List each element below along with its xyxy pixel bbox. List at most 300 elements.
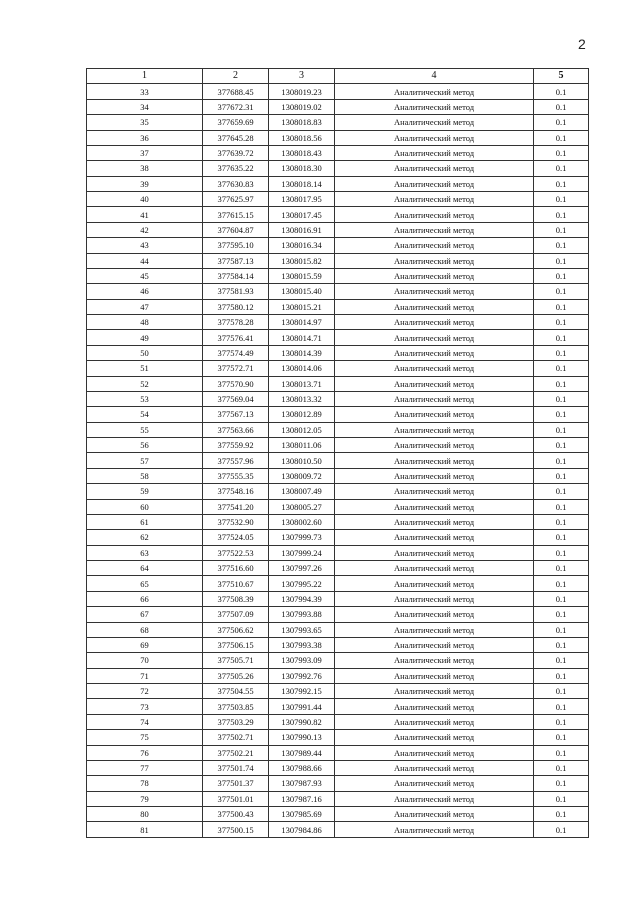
cell-point-number: 74 bbox=[87, 714, 203, 729]
cell-point-number: 62 bbox=[87, 530, 203, 545]
table-row bbox=[87, 391, 589, 406]
cell-accuracy: 0.1 bbox=[534, 238, 589, 253]
cell-accuracy: 0.1 bbox=[534, 145, 589, 160]
cell-y-coordinate: 1307987.16 bbox=[269, 791, 335, 806]
cell-y-coordinate: 1307997.26 bbox=[269, 561, 335, 576]
cell-point-number: 78 bbox=[87, 776, 203, 791]
table-row bbox=[87, 684, 589, 699]
table-row bbox=[87, 776, 589, 791]
cell-x-coordinate: 377507.09 bbox=[203, 607, 269, 622]
cell-point-number: 41 bbox=[87, 207, 203, 222]
cell-point-number: 51 bbox=[87, 361, 203, 376]
cell-point-number: 59 bbox=[87, 484, 203, 499]
cell-accuracy: 0.1 bbox=[534, 453, 589, 468]
cell-method: Аналитический метод bbox=[335, 545, 534, 560]
cell-accuracy: 0.1 bbox=[534, 99, 589, 114]
cell-point-number: 50 bbox=[87, 345, 203, 360]
cell-accuracy: 0.1 bbox=[534, 668, 589, 683]
cell-method: Аналитический метод bbox=[335, 284, 534, 299]
cell-x-coordinate: 377587.13 bbox=[203, 253, 269, 268]
cell-accuracy: 0.1 bbox=[534, 653, 589, 668]
cell-x-coordinate: 377578.28 bbox=[203, 315, 269, 330]
table-row bbox=[87, 407, 589, 422]
table-row bbox=[87, 576, 589, 591]
cell-method: Аналитический метод bbox=[335, 653, 534, 668]
cell-x-coordinate: 377630.83 bbox=[203, 176, 269, 191]
cell-point-number: 81 bbox=[87, 822, 203, 837]
table-row bbox=[87, 514, 589, 529]
cell-y-coordinate: 1307984.86 bbox=[269, 822, 335, 837]
cell-method: Аналитический метод bbox=[335, 145, 534, 160]
cell-method: Аналитический метод bbox=[335, 714, 534, 729]
cell-y-coordinate: 1308018.30 bbox=[269, 161, 335, 176]
cell-y-coordinate: 1307993.88 bbox=[269, 607, 335, 622]
cell-accuracy: 0.1 bbox=[534, 499, 589, 514]
table-row bbox=[87, 484, 589, 499]
cell-method: Аналитический метод bbox=[335, 361, 534, 376]
cell-accuracy: 0.1 bbox=[534, 561, 589, 576]
table-row bbox=[87, 315, 589, 330]
cell-x-coordinate: 377625.97 bbox=[203, 192, 269, 207]
cell-y-coordinate: 1307995.22 bbox=[269, 576, 335, 591]
cell-x-coordinate: 377559.92 bbox=[203, 438, 269, 453]
cell-point-number: 80 bbox=[87, 807, 203, 822]
table-row bbox=[87, 207, 589, 222]
cell-accuracy: 0.1 bbox=[534, 607, 589, 622]
cell-x-coordinate: 377505.71 bbox=[203, 653, 269, 668]
table-row bbox=[87, 468, 589, 483]
cell-y-coordinate: 1308014.97 bbox=[269, 315, 335, 330]
cell-method: Аналитический метод bbox=[335, 637, 534, 652]
cell-accuracy: 0.1 bbox=[534, 299, 589, 314]
cell-y-coordinate: 1308018.43 bbox=[269, 145, 335, 160]
cell-x-coordinate: 377576.41 bbox=[203, 330, 269, 345]
cell-x-coordinate: 377672.31 bbox=[203, 99, 269, 114]
cell-point-number: 48 bbox=[87, 315, 203, 330]
cell-y-coordinate: 1308018.14 bbox=[269, 176, 335, 191]
cell-accuracy: 0.1 bbox=[534, 207, 589, 222]
cell-x-coordinate: 377503.29 bbox=[203, 714, 269, 729]
cell-accuracy: 0.1 bbox=[534, 822, 589, 837]
cell-accuracy: 0.1 bbox=[534, 684, 589, 699]
cell-point-number: 61 bbox=[87, 514, 203, 529]
cell-y-coordinate: 1307991.44 bbox=[269, 699, 335, 714]
cell-point-number: 38 bbox=[87, 161, 203, 176]
cell-accuracy: 0.1 bbox=[534, 407, 589, 422]
cell-x-coordinate: 377567.13 bbox=[203, 407, 269, 422]
cell-method: Аналитический метод bbox=[335, 791, 534, 806]
cell-y-coordinate: 1308011.06 bbox=[269, 438, 335, 453]
table-row bbox=[87, 791, 589, 806]
cell-y-coordinate: 1308012.05 bbox=[269, 422, 335, 437]
cell-y-coordinate: 1308014.39 bbox=[269, 345, 335, 360]
cell-accuracy: 0.1 bbox=[534, 176, 589, 191]
cell-x-coordinate: 377503.85 bbox=[203, 699, 269, 714]
cell-method: Аналитический метод bbox=[335, 576, 534, 591]
table-row bbox=[87, 637, 589, 652]
cell-x-coordinate: 377502.71 bbox=[203, 730, 269, 745]
table-row bbox=[87, 591, 589, 606]
table-row bbox=[87, 284, 589, 299]
cell-y-coordinate: 1307987.93 bbox=[269, 776, 335, 791]
column-header-y: 3 bbox=[269, 69, 335, 84]
cell-method: Аналитический метод bbox=[335, 668, 534, 683]
cell-point-number: 66 bbox=[87, 591, 203, 606]
cell-point-number: 64 bbox=[87, 561, 203, 576]
cell-accuracy: 0.1 bbox=[534, 192, 589, 207]
cell-x-coordinate: 377524.05 bbox=[203, 530, 269, 545]
cell-point-number: 37 bbox=[87, 145, 203, 160]
table-row bbox=[87, 822, 589, 837]
cell-accuracy: 0.1 bbox=[534, 222, 589, 237]
cell-method: Аналитический метод bbox=[335, 345, 534, 360]
cell-y-coordinate: 1307999.73 bbox=[269, 530, 335, 545]
table-row bbox=[87, 299, 589, 314]
cell-accuracy: 0.1 bbox=[534, 330, 589, 345]
cell-y-coordinate: 1308019.02 bbox=[269, 99, 335, 114]
cell-point-number: 70 bbox=[87, 653, 203, 668]
cell-accuracy: 0.1 bbox=[534, 115, 589, 130]
cell-accuracy: 0.1 bbox=[534, 730, 589, 745]
cell-accuracy: 0.1 bbox=[534, 776, 589, 791]
cell-method: Аналитический метод bbox=[335, 468, 534, 483]
cell-y-coordinate: 1308015.40 bbox=[269, 284, 335, 299]
cell-x-coordinate: 377501.37 bbox=[203, 776, 269, 791]
cell-x-coordinate: 377615.15 bbox=[203, 207, 269, 222]
cell-accuracy: 0.1 bbox=[534, 807, 589, 822]
cell-method: Аналитический метод bbox=[335, 591, 534, 606]
cell-point-number: 46 bbox=[87, 284, 203, 299]
cell-method: Аналитический метод bbox=[335, 238, 534, 253]
cell-y-coordinate: 1307988.66 bbox=[269, 760, 335, 775]
table-row bbox=[87, 268, 589, 283]
cell-accuracy: 0.1 bbox=[534, 345, 589, 360]
cell-accuracy: 0.1 bbox=[534, 545, 589, 560]
cell-method: Аналитический метод bbox=[335, 407, 534, 422]
cell-method: Аналитический метод bbox=[335, 84, 534, 99]
cell-y-coordinate: 1308009.72 bbox=[269, 468, 335, 483]
table-row bbox=[87, 253, 589, 268]
cell-x-coordinate: 377584.14 bbox=[203, 268, 269, 283]
cell-y-coordinate: 1307999.24 bbox=[269, 545, 335, 560]
table-row bbox=[87, 192, 589, 207]
cell-y-coordinate: 1308018.83 bbox=[269, 115, 335, 130]
cell-point-number: 63 bbox=[87, 545, 203, 560]
cell-method: Аналитический метод bbox=[335, 760, 534, 775]
cell-accuracy: 0.1 bbox=[534, 284, 589, 299]
cell-y-coordinate: 1307985.69 bbox=[269, 807, 335, 822]
cell-x-coordinate: 377506.15 bbox=[203, 637, 269, 652]
table-row bbox=[87, 714, 589, 729]
cell-method: Аналитический метод bbox=[335, 699, 534, 714]
cell-x-coordinate: 377501.01 bbox=[203, 791, 269, 806]
table-row bbox=[87, 530, 589, 545]
cell-x-coordinate: 377572.71 bbox=[203, 361, 269, 376]
cell-point-number: 42 bbox=[87, 222, 203, 237]
cell-x-coordinate: 377532.90 bbox=[203, 514, 269, 529]
cell-x-coordinate: 377688.45 bbox=[203, 84, 269, 99]
table-row bbox=[87, 561, 589, 576]
table-row bbox=[87, 699, 589, 714]
table-row bbox=[87, 176, 589, 191]
cell-x-coordinate: 377635.22 bbox=[203, 161, 269, 176]
cell-point-number: 35 bbox=[87, 115, 203, 130]
cell-x-coordinate: 377659.69 bbox=[203, 115, 269, 130]
table-row bbox=[87, 330, 589, 345]
table-row bbox=[87, 130, 589, 145]
cell-point-number: 76 bbox=[87, 745, 203, 760]
table-row bbox=[87, 145, 589, 160]
cell-point-number: 55 bbox=[87, 422, 203, 437]
cell-point-number: 75 bbox=[87, 730, 203, 745]
cell-point-number: 57 bbox=[87, 453, 203, 468]
cell-x-coordinate: 377541.20 bbox=[203, 499, 269, 514]
cell-point-number: 36 bbox=[87, 130, 203, 145]
cell-method: Аналитический метод bbox=[335, 299, 534, 314]
table-row bbox=[87, 545, 589, 560]
cell-point-number: 49 bbox=[87, 330, 203, 345]
cell-x-coordinate: 377581.93 bbox=[203, 284, 269, 299]
cell-x-coordinate: 377548.16 bbox=[203, 484, 269, 499]
cell-accuracy: 0.1 bbox=[534, 637, 589, 652]
cell-method: Аналитический метод bbox=[335, 484, 534, 499]
page-number: 2 bbox=[578, 36, 586, 52]
table-row bbox=[87, 653, 589, 668]
table-row bbox=[87, 668, 589, 683]
cell-point-number: 68 bbox=[87, 622, 203, 637]
cell-x-coordinate: 377639.72 bbox=[203, 145, 269, 160]
cell-point-number: 56 bbox=[87, 438, 203, 453]
cell-y-coordinate: 1307993.09 bbox=[269, 653, 335, 668]
table-row bbox=[87, 730, 589, 745]
cell-method: Аналитический метод bbox=[335, 391, 534, 406]
cell-x-coordinate: 377500.43 bbox=[203, 807, 269, 822]
cell-point-number: 77 bbox=[87, 760, 203, 775]
cell-accuracy: 0.1 bbox=[534, 791, 589, 806]
cell-method: Аналитический метод bbox=[335, 253, 534, 268]
cell-accuracy: 0.1 bbox=[534, 468, 589, 483]
cell-method: Аналитический метод bbox=[335, 115, 534, 130]
column-header-x: 2 bbox=[203, 69, 269, 84]
cell-y-coordinate: 1307990.82 bbox=[269, 714, 335, 729]
cell-x-coordinate: 377500.15 bbox=[203, 822, 269, 837]
cell-accuracy: 0.1 bbox=[534, 622, 589, 637]
cell-method: Аналитический метод bbox=[335, 315, 534, 330]
table-row bbox=[87, 345, 589, 360]
cell-accuracy: 0.1 bbox=[534, 361, 589, 376]
table-row bbox=[87, 499, 589, 514]
cell-accuracy: 0.1 bbox=[534, 376, 589, 391]
cell-y-coordinate: 1308018.56 bbox=[269, 130, 335, 145]
cell-method: Аналитический метод bbox=[335, 207, 534, 222]
cell-y-coordinate: 1307993.65 bbox=[269, 622, 335, 637]
cell-accuracy: 0.1 bbox=[534, 714, 589, 729]
table-row bbox=[87, 238, 589, 253]
cell-x-coordinate: 377516.60 bbox=[203, 561, 269, 576]
cell-x-coordinate: 377595.10 bbox=[203, 238, 269, 253]
table-body bbox=[87, 84, 589, 837]
cell-method: Аналитический метод bbox=[335, 530, 534, 545]
cell-accuracy: 0.1 bbox=[534, 438, 589, 453]
cell-x-coordinate: 377504.55 bbox=[203, 684, 269, 699]
cell-point-number: 43 bbox=[87, 238, 203, 253]
cell-method: Аналитический метод bbox=[335, 330, 534, 345]
cell-x-coordinate: 377570.90 bbox=[203, 376, 269, 391]
cell-x-coordinate: 377574.49 bbox=[203, 345, 269, 360]
cell-method: Аналитический метод bbox=[335, 822, 534, 837]
cell-point-number: 33 bbox=[87, 84, 203, 99]
table-row bbox=[87, 438, 589, 453]
cell-accuracy: 0.1 bbox=[534, 130, 589, 145]
cell-x-coordinate: 377506.62 bbox=[203, 622, 269, 637]
cell-x-coordinate: 377563.66 bbox=[203, 422, 269, 437]
cell-point-number: 67 bbox=[87, 607, 203, 622]
cell-x-coordinate: 377522.53 bbox=[203, 545, 269, 560]
cell-method: Аналитический метод bbox=[335, 745, 534, 760]
cell-method: Аналитический метод bbox=[335, 684, 534, 699]
cell-method: Аналитический метод bbox=[335, 453, 534, 468]
cell-x-coordinate: 377502.21 bbox=[203, 745, 269, 760]
cell-y-coordinate: 1307990.13 bbox=[269, 730, 335, 745]
cell-point-number: 40 bbox=[87, 192, 203, 207]
cell-x-coordinate: 377508.39 bbox=[203, 591, 269, 606]
cell-y-coordinate: 1308013.32 bbox=[269, 391, 335, 406]
cell-method: Аналитический метод bbox=[335, 730, 534, 745]
cell-y-coordinate: 1308002.60 bbox=[269, 514, 335, 529]
cell-point-number: 60 bbox=[87, 499, 203, 514]
cell-y-coordinate: 1308015.82 bbox=[269, 253, 335, 268]
cell-y-coordinate: 1307992.15 bbox=[269, 684, 335, 699]
cell-method: Аналитический метод bbox=[335, 222, 534, 237]
cell-x-coordinate: 377501.74 bbox=[203, 760, 269, 775]
cell-y-coordinate: 1308015.21 bbox=[269, 299, 335, 314]
cell-y-coordinate: 1308015.59 bbox=[269, 268, 335, 283]
table-row bbox=[87, 361, 589, 376]
cell-point-number: 45 bbox=[87, 268, 203, 283]
cell-method: Аналитический метод bbox=[335, 99, 534, 114]
table-row bbox=[87, 622, 589, 637]
cell-accuracy: 0.1 bbox=[534, 84, 589, 99]
cell-y-coordinate: 1308010.50 bbox=[269, 453, 335, 468]
cell-method: Аналитический метод bbox=[335, 607, 534, 622]
cell-point-number: 39 bbox=[87, 176, 203, 191]
cell-accuracy: 0.1 bbox=[534, 699, 589, 714]
cell-accuracy: 0.1 bbox=[534, 268, 589, 283]
column-header-method: 4 bbox=[335, 69, 534, 84]
table-row bbox=[87, 422, 589, 437]
cell-point-number: 72 bbox=[87, 684, 203, 699]
table-row bbox=[87, 84, 589, 99]
cell-x-coordinate: 377645.28 bbox=[203, 130, 269, 145]
table-header-row bbox=[87, 69, 589, 84]
cell-accuracy: 0.1 bbox=[534, 484, 589, 499]
table-row bbox=[87, 807, 589, 822]
cell-x-coordinate: 377505.26 bbox=[203, 668, 269, 683]
table-row bbox=[87, 99, 589, 114]
cell-point-number: 58 bbox=[87, 468, 203, 483]
cell-x-coordinate: 377580.12 bbox=[203, 299, 269, 314]
cell-method: Аналитический метод bbox=[335, 268, 534, 283]
cell-point-number: 47 bbox=[87, 299, 203, 314]
cell-accuracy: 0.1 bbox=[534, 391, 589, 406]
cell-point-number: 65 bbox=[87, 576, 203, 591]
cell-y-coordinate: 1308014.06 bbox=[269, 361, 335, 376]
cell-point-number: 73 bbox=[87, 699, 203, 714]
cell-y-coordinate: 1307992.76 bbox=[269, 668, 335, 683]
cell-method: Аналитический метод bbox=[335, 192, 534, 207]
column-header-accuracy: 5 bbox=[534, 69, 589, 84]
coordinates-table bbox=[86, 68, 589, 838]
cell-accuracy: 0.1 bbox=[534, 760, 589, 775]
cell-accuracy: 0.1 bbox=[534, 530, 589, 545]
cell-accuracy: 0.1 bbox=[534, 253, 589, 268]
cell-y-coordinate: 1307994.39 bbox=[269, 591, 335, 606]
cell-accuracy: 0.1 bbox=[534, 315, 589, 330]
table-row bbox=[87, 745, 589, 760]
cell-point-number: 52 bbox=[87, 376, 203, 391]
cell-accuracy: 0.1 bbox=[534, 576, 589, 591]
cell-y-coordinate: 1308014.71 bbox=[269, 330, 335, 345]
cell-point-number: 53 bbox=[87, 391, 203, 406]
table-row bbox=[87, 453, 589, 468]
table-row bbox=[87, 760, 589, 775]
cell-method: Аналитический метод bbox=[335, 807, 534, 822]
cell-point-number: 69 bbox=[87, 637, 203, 652]
table-row bbox=[87, 376, 589, 391]
cell-y-coordinate: 1308005.27 bbox=[269, 499, 335, 514]
cell-accuracy: 0.1 bbox=[534, 591, 589, 606]
cell-method: Аналитический метод bbox=[335, 130, 534, 145]
cell-x-coordinate: 377555.35 bbox=[203, 468, 269, 483]
cell-y-coordinate: 1308019.23 bbox=[269, 84, 335, 99]
cell-y-coordinate: 1308016.34 bbox=[269, 238, 335, 253]
cell-x-coordinate: 377569.04 bbox=[203, 391, 269, 406]
cell-point-number: 44 bbox=[87, 253, 203, 268]
cell-y-coordinate: 1307989.44 bbox=[269, 745, 335, 760]
cell-method: Аналитический метод bbox=[335, 438, 534, 453]
cell-method: Аналитический метод bbox=[335, 622, 534, 637]
cell-method: Аналитический метод bbox=[335, 499, 534, 514]
cell-y-coordinate: 1308013.71 bbox=[269, 376, 335, 391]
cell-x-coordinate: 377510.67 bbox=[203, 576, 269, 591]
cell-accuracy: 0.1 bbox=[534, 422, 589, 437]
table-row bbox=[87, 222, 589, 237]
cell-method: Аналитический метод bbox=[335, 161, 534, 176]
cell-point-number: 34 bbox=[87, 99, 203, 114]
cell-point-number: 54 bbox=[87, 407, 203, 422]
cell-method: Аналитический метод bbox=[335, 776, 534, 791]
table-row bbox=[87, 115, 589, 130]
cell-accuracy: 0.1 bbox=[534, 161, 589, 176]
cell-x-coordinate: 377557.96 bbox=[203, 453, 269, 468]
cell-point-number: 71 bbox=[87, 668, 203, 683]
table-row bbox=[87, 607, 589, 622]
cell-y-coordinate: 1308016.91 bbox=[269, 222, 335, 237]
cell-y-coordinate: 1308017.95 bbox=[269, 192, 335, 207]
cell-y-coordinate: 1307993.38 bbox=[269, 637, 335, 652]
cell-point-number: 79 bbox=[87, 791, 203, 806]
cell-method: Аналитический метод bbox=[335, 514, 534, 529]
cell-method: Аналитический метод bbox=[335, 422, 534, 437]
cell-y-coordinate: 1308007.49 bbox=[269, 484, 335, 499]
table-row bbox=[87, 161, 589, 176]
cell-y-coordinate: 1308012.89 bbox=[269, 407, 335, 422]
cell-x-coordinate: 377604.87 bbox=[203, 222, 269, 237]
column-header-point-number: 1 bbox=[87, 69, 203, 84]
cell-y-coordinate: 1308017.45 bbox=[269, 207, 335, 222]
cell-accuracy: 0.1 bbox=[534, 745, 589, 760]
cell-method: Аналитический метод bbox=[335, 561, 534, 576]
